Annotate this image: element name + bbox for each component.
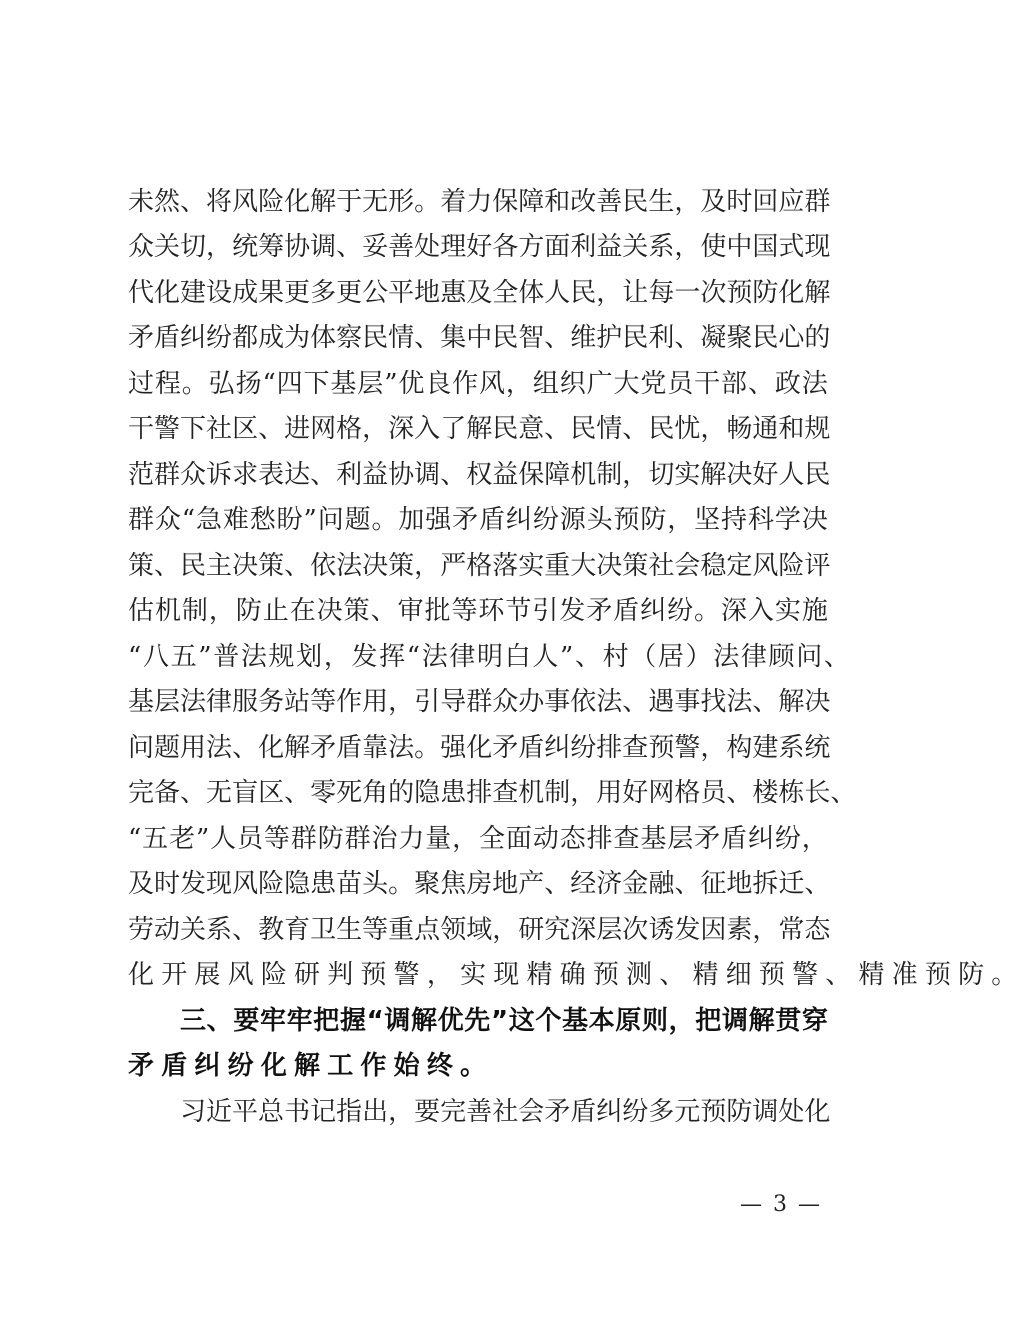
body-line: 策 、 民 主 决 策 、 依 法 决 策 ， 严 格 落 实 重 大 决 策 社 会 稳 定 风 险 评: [128, 551, 831, 581]
body-line: “ 八 五 ” 普 法 规 划 ， 发 挥 “ 法 律 明 白 人 ” 、 村 （ 居 ） 法 律 顾 问 、: [128, 642, 850, 672]
section-heading-line: 三 、 要 牢 牢 把 握 “ 调 解 优 先 ” 这 个 基 本 原 则 ， 把 调 解 贯 穿: [180, 1006, 828, 1036]
body-line: 劳 动 关 系 、 教 育 卫 生 等 重 点 领 域 ， 研 究 深 层 次 诱 发 因 素 ， 常 态: [128, 915, 831, 945]
body-line: “ 五 老 ” 人 员 等 群 防 群 治 力 量 ， 全 面 动 态 排 查 基 层 矛 盾 纠 纷 ，: [128, 824, 828, 854]
paragraph-first-line: 习 近 平 总 书 记 指 出 ， 要 完 善 社 会 矛 盾 纠 纷 多 元 预 防 调 处 化: [180, 1097, 831, 1127]
body-line: 及 时 发 现 风 险 隐 患 苗 头 。 聚 焦 房 地 产 、 经 济 金 融 、 征 地 拆 迁 、: [128, 869, 831, 899]
body-line: 代 化 建 设 成 果 更 多 更 公 平 地 惠 及 全 体 人 民 ， 让 每 一 次 预 防 化 解: [128, 278, 831, 308]
body-line: 完 备 、 无 盲 区 、 零 死 角 的 隐 患 排 查 机 制 ， 用 好 网 格 员 、 楼 栋 长 、: [128, 778, 857, 808]
body-line: 基 层 法 律 服 务 站 等 作 用 ， 引 导 群 众 办 事 依 法 、 遇 事 找 法 、 解 决: [128, 687, 831, 717]
body-line: 矛 盾 纠 纷 都 成 为 体 察 民 情 、 集 中 民 智 、 维 护 民 利 、 凝 聚 民 心 的: [128, 323, 831, 353]
body-line: 未 然 、 将 风 险 化 解 于 无 形 。 着 力 保 障 和 改 善 民 生 ， 及 时 回 应 群: [128, 187, 831, 217]
body-line: 过 程 。 弘 扬 “ 四 下 基 层 ” 优 良 作 风 ， 组 织 广 大 党 员 干 部 、 政 法: [128, 369, 828, 399]
page-number: — 3 —: [740, 1192, 822, 1217]
section-heading-line: 矛 盾 纠 纷 化 解 工 作 始 终 。: [128, 1051, 487, 1081]
body-line: 估 机 制 ， 防 止 在 决 策 、 审 批 等 环 节 引 发 矛 盾 纠 纷 。 深 入 实 施: [128, 596, 828, 626]
body-line: 群 众 “ 急 难 愁 盼 ” 问 题 。 加 强 矛 盾 纠 纷 源 头 预 防 ， 坚 持 科 学 决: [128, 505, 828, 535]
body-line: 化 开 展 风 险 研 判 预 警 ， 实 现 精 确 预 测 、 精 细 预 警 、 精 准 预 防 。: [128, 960, 1017, 990]
body-line: 干 警 下 社 区 、 进 网 格 ， 深 入 了 解 民 意 、 民 情 、 民 忧 ， 畅 通 和 规: [128, 414, 831, 444]
body-line: 问 题 用 法 、 化 解 矛 盾 靠 法 。 强 化 矛 盾 纠 纷 排 查 预 警 ， 构 建 系 统: [128, 733, 831, 763]
body-line: 众 关 切 ， 统 筹 协 调 、 妥 善 处 理 好 各 方 面 利 益 关 系 ， 使 中 国 式 现: [128, 232, 831, 262]
body-line: 范 群 众 诉 求 表 达 、 利 益 协 调 、 权 益 保 障 机 制 ， 切 实 解 决 好 人 民: [128, 460, 831, 490]
